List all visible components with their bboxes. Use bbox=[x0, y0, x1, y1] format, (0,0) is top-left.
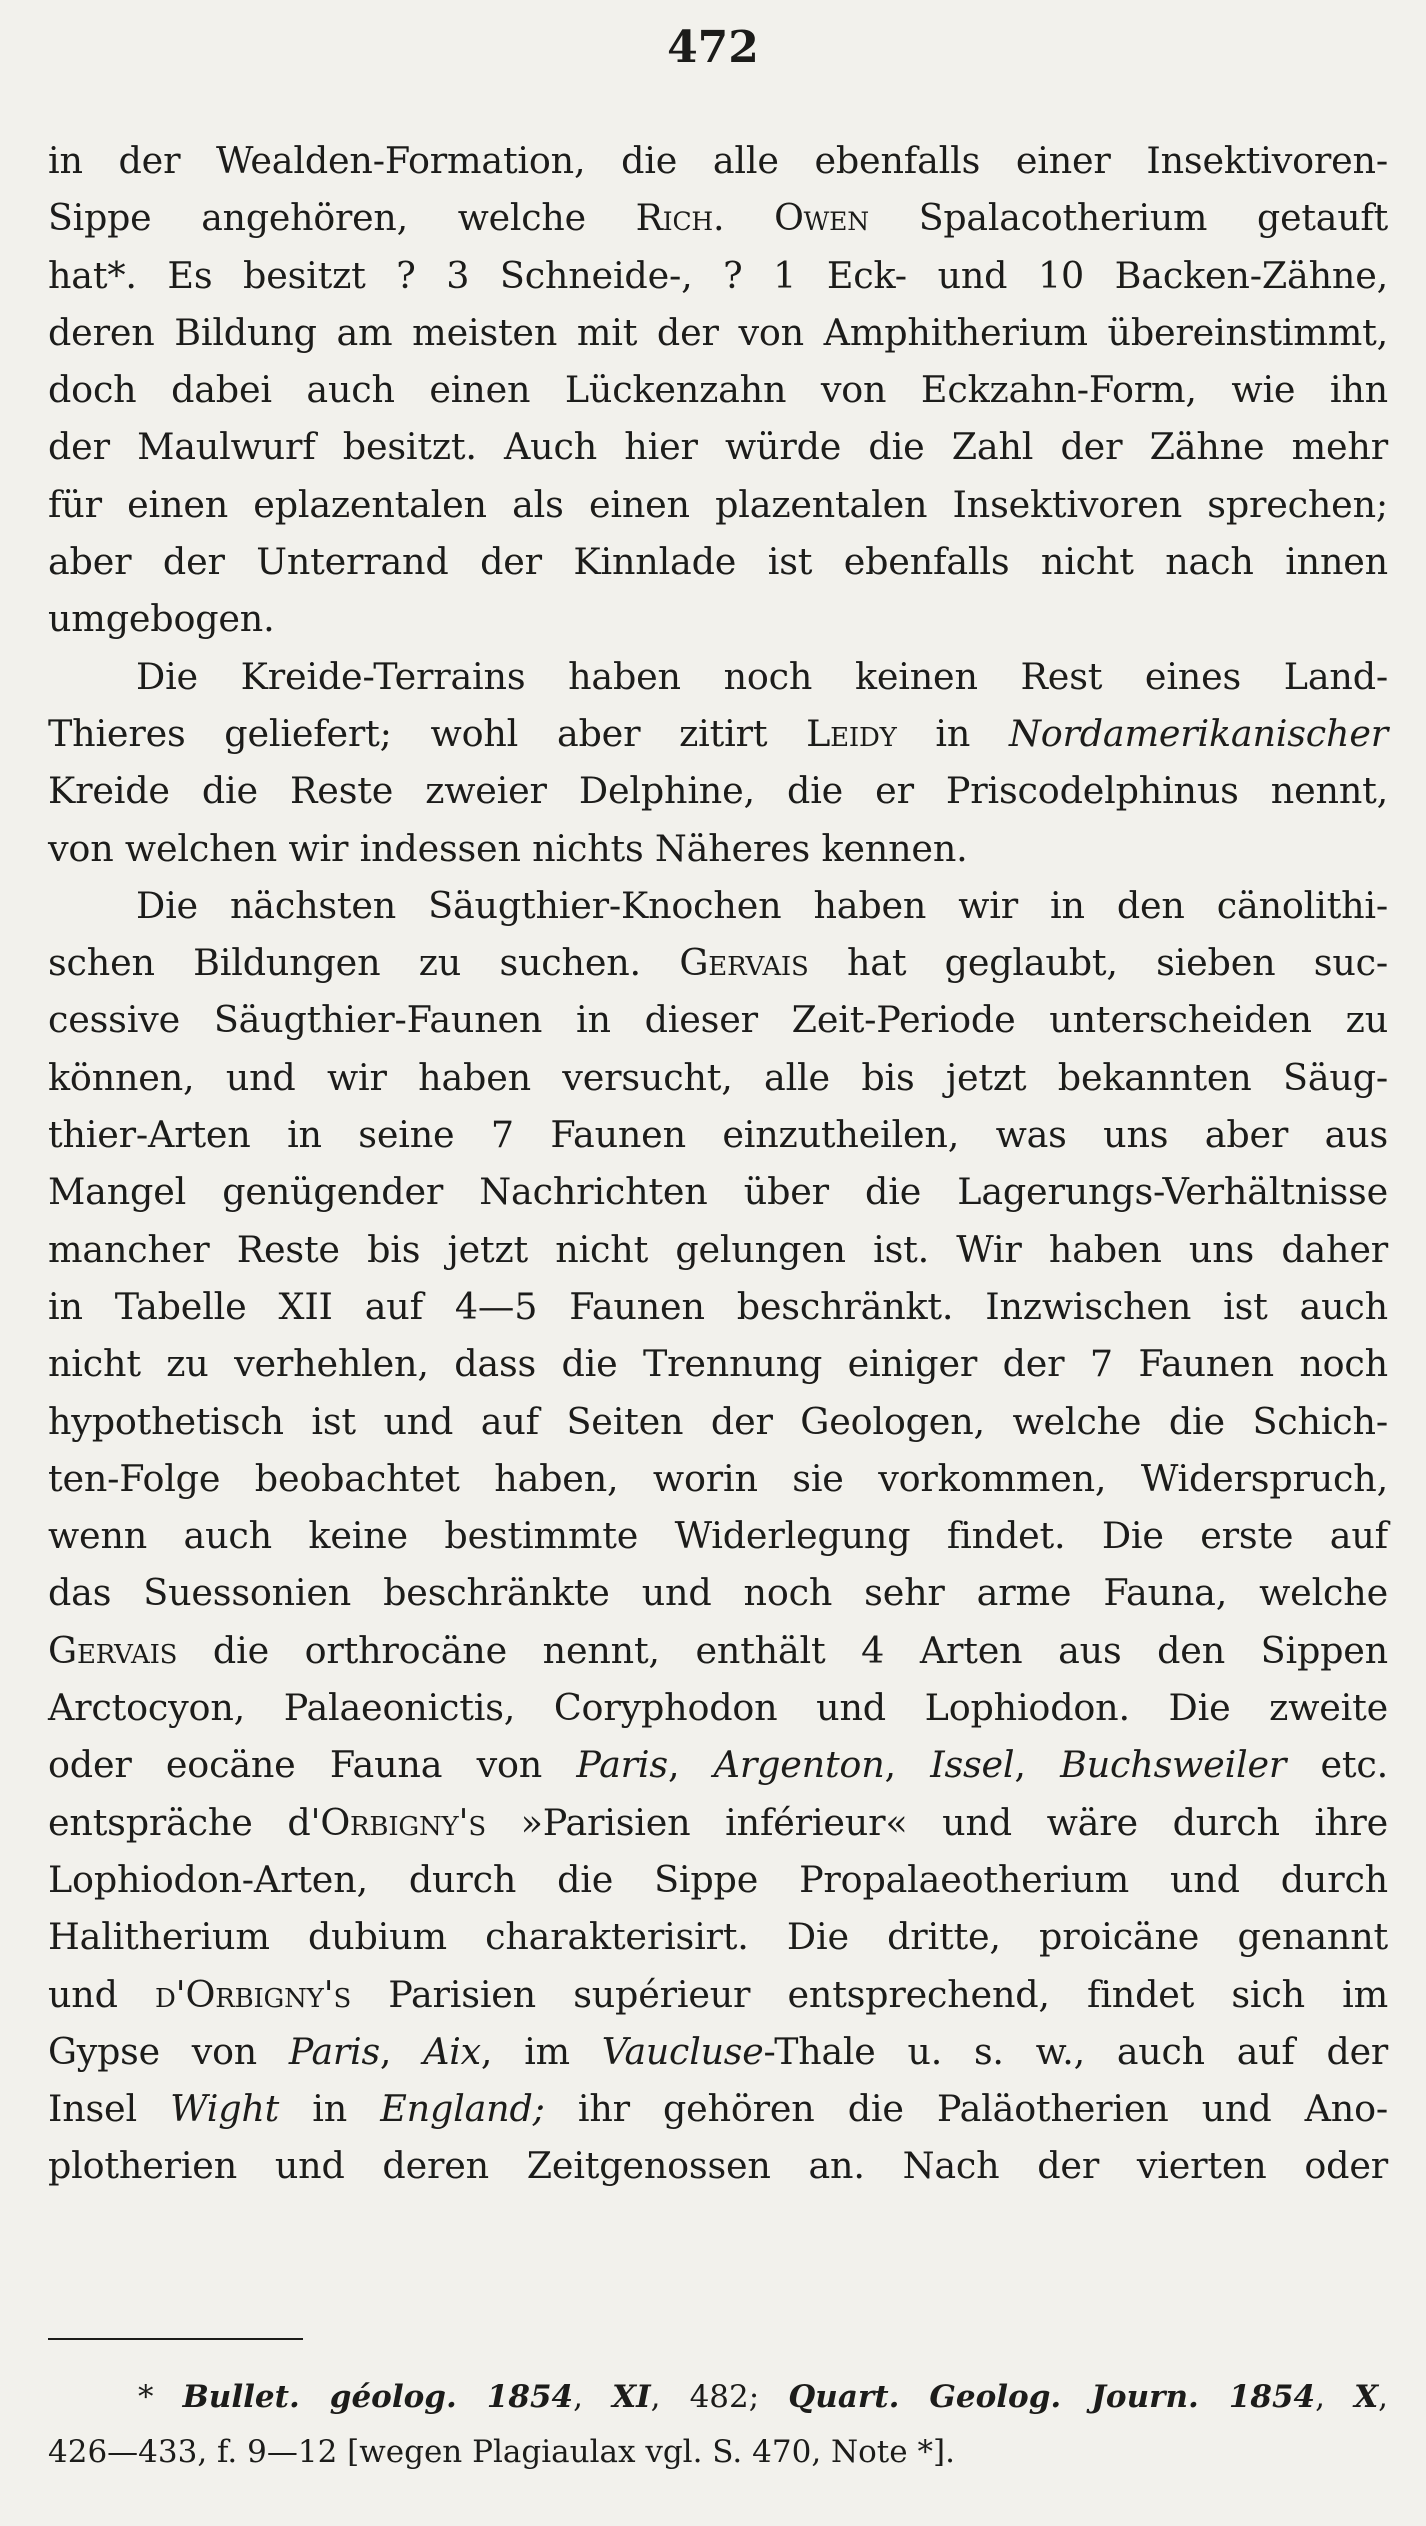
text-line: Gervais die orthrocäne nennt, enthält 4 Arten aus den Sippen bbox=[48, 1628, 1388, 1672]
place-name: England; bbox=[380, 2087, 545, 2131]
text-line: mancher Reste bis jetzt nicht gelungen ist. Wir haben uns daher bbox=[48, 1227, 1388, 1271]
text-line: oder eocäne Fauna von Paris, Argenton, Issel, Buchsweiler etc. bbox=[48, 1743, 1388, 1787]
text-line: das Suessonien beschränkte und noch sehr arme Fauna, welche bbox=[48, 1571, 1388, 1615]
author-name: d'Orbigny's bbox=[154, 1972, 352, 2016]
place-name: Vaucluse bbox=[601, 2029, 764, 2073]
text-line: thier-Arten in seine 7 Faunen einzutheilen, was uns aber aus bbox=[48, 1113, 1388, 1157]
footnote-mark: * bbox=[138, 2379, 183, 2415]
text-line: Thieres geliefert; wohl aber zitirt Leidy in Nordamerikanischer bbox=[48, 711, 1388, 755]
text-line: hat*. Es besitzt ? 3 Schneide-, ? 1 Eck- und 10 Backen-Zähne, bbox=[48, 253, 1388, 297]
footnote-line: * Bullet. géolog. 1854, XI, 482; Quart. Geolog. Journ. 1854, X, bbox=[138, 2379, 1388, 2415]
author-name: Leidy bbox=[806, 711, 897, 755]
author-name: Orbigny's bbox=[320, 1800, 486, 1844]
footnote-line: 426—433, f. 9—12 [wegen Plagiaulax vgl. S. 470, Note *]. bbox=[48, 2434, 955, 2470]
place-name: Issel bbox=[930, 1743, 1015, 1787]
text-line: für einen eplazentalen als einen plazentalen Insektivoren sprechen; bbox=[48, 482, 1388, 526]
author-name: Gervais bbox=[48, 1628, 178, 1672]
author-name: Gervais bbox=[679, 941, 809, 985]
text-line: in der Wealden-Formation, die alle ebenfalls einer Insektivoren- bbox=[48, 139, 1388, 182]
text-line: plotherien und deren Zeitgenossen an. Nach der vierten oder bbox=[48, 2144, 1388, 2188]
text-line: Sippe angehören, welche Rich. Owen Spalacotherium getauft bbox=[48, 196, 1388, 240]
text-line: der Maulwurf besitzt. Auch hier würde die Zahl der Zähne mehr bbox=[48, 425, 1388, 469]
text-line: deren Bildung am meisten mit der von Amphitherium übereinstimmt, bbox=[48, 310, 1388, 354]
text-line: umgebogen. bbox=[48, 597, 275, 641]
text-line: Halitherium dubium charakterisirt. Die dritte, proicäne genannt bbox=[48, 1915, 1388, 1959]
text-line: in Tabelle XII auf 4—5 Faunen beschränkt. Inzwischen ist auch bbox=[48, 1284, 1388, 1328]
text-line: nicht zu verhehlen, dass die Trennung einiger der 7 Faunen noch bbox=[48, 1342, 1388, 1386]
place-name: Nordamerikanischer bbox=[1008, 711, 1388, 755]
text-line: hypothetisch ist und auf Seiten der Geologen, welche die Schich- bbox=[48, 1399, 1388, 1443]
text-line: Kreide die Reste zweier Delphine, die er Priscodelphinus nennt, bbox=[48, 769, 1388, 813]
text-line: schen Bildungen zu suchen. Gervais hat geglaubt, sieben suc- bbox=[48, 941, 1388, 985]
text-line: Mangel genügender Nachrichten über die Lagerungs-Verhältnisse bbox=[48, 1170, 1388, 1214]
text-line: aber der Unterrand der Kinnlade ist ebenfalls nicht nach innen bbox=[48, 540, 1388, 584]
text-line: und d'Orbigny's Parisien supérieur entsprechend, findet sich im bbox=[48, 1972, 1388, 2016]
text-line: ten-Folge beobachtet haben, worin sie vorkommen, Widerspruch, bbox=[48, 1456, 1388, 1500]
text-line: Arctocyon, Palaeonictis, Coryphodon und Lophiodon. Die zweite bbox=[48, 1686, 1388, 1730]
text-line: doch dabei auch einen Lückenzahn von Eckzahn-Form, wie ihn bbox=[48, 368, 1388, 412]
text-line: entspräche d'Orbigny's »Parisien inférieur« und wäre durch ihre bbox=[48, 1800, 1388, 1844]
page-number: 472 bbox=[667, 22, 759, 73]
text-line: von welchen wir indessen nichts Näheres kennen. bbox=[48, 826, 968, 870]
text-line: Insel Wight in England; ihr gehören die Paläotherien und Ano- bbox=[48, 2087, 1388, 2131]
text-line: wenn auch keine bestimmte Widerlegung findet. Die erste auf bbox=[48, 1514, 1388, 1558]
text-line: Lophiodon-Arten, durch die Sippe Propalaeotherium und durch bbox=[48, 1857, 1388, 1901]
place-name: Aix bbox=[423, 2029, 481, 2073]
place-name: Argenton bbox=[713, 1743, 885, 1787]
text-line: Die nächsten Säugthier-Knochen haben wir in den cänolithi- bbox=[136, 883, 1388, 927]
footnote-divider bbox=[48, 2338, 303, 2340]
place-name: Paris bbox=[576, 1743, 668, 1787]
body-text bbox=[48, 132, 1388, 2195]
text-line: können, und wir haben versucht, alle bis jetzt bekannten Säug- bbox=[48, 1055, 1388, 1099]
text-line: Die Kreide-Terrains haben noch keinen Rest eines Land- bbox=[136, 654, 1388, 698]
place-name: Buchsweiler bbox=[1060, 1743, 1287, 1787]
author-name: Rich. Owen bbox=[635, 196, 869, 240]
place-name: Wight bbox=[170, 2087, 280, 2131]
text-line: Gypse von Paris, Aix, im Vaucluse-Thale u. s. w., auch auf der bbox=[48, 2029, 1388, 2073]
place-name: Paris bbox=[288, 2029, 380, 2073]
text-line: cessive Säugthier-Faunen in dieser Zeit-Periode unterscheiden zu bbox=[48, 998, 1388, 1042]
footnote bbox=[48, 2370, 1388, 2480]
